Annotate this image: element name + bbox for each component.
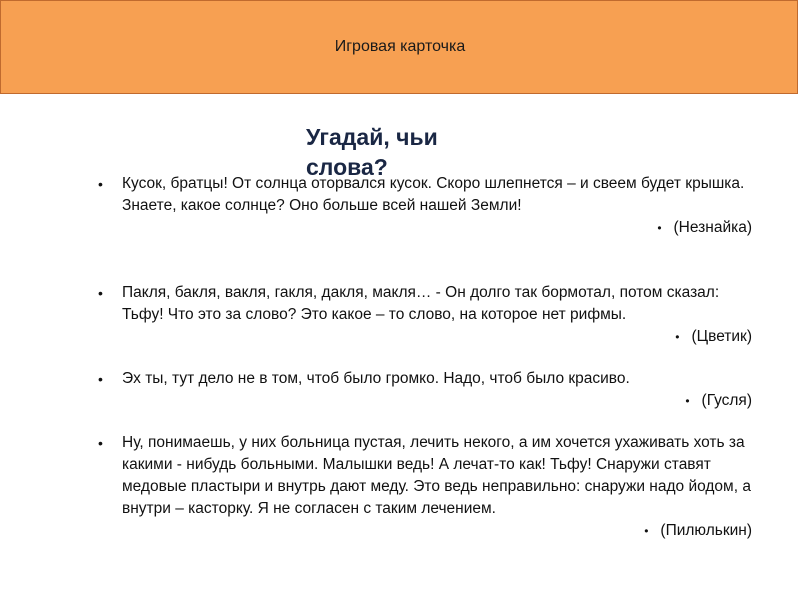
quote-text: Эх ты, тут дело не в том, чтоб было громко. Надо, чтоб было красиво. — [122, 370, 630, 387]
speaker-name: (Гусля) — [701, 392, 752, 409]
bullet-icon: • — [98, 285, 103, 301]
speaker-line — [92, 520, 760, 542]
speaker-line — [92, 326, 760, 348]
quote-item — [92, 173, 760, 239]
headline: Угадай, чьи слова? — [306, 124, 438, 180]
speaker-name: (Незнайка) — [673, 219, 752, 236]
speaker-line — [92, 217, 760, 239]
quote-item — [92, 432, 760, 542]
bullet-icon: • — [644, 524, 649, 538]
quote-item — [92, 282, 760, 348]
quote-text: Ну, понимаешь, у них больница пустая, лечить некого, а им хочется ухаживать хоть за какими - нибудь больными. Малышки ведь! А лечат-то как! Тьфу! Снаружи ставят медовые пластыри и внутрь дают меду. Это ведь неправильно: снаружи надо йодом, а внутри – касторку. Я не согласен с таким лечением. — [122, 434, 751, 517]
speaker-line — [92, 390, 760, 412]
quote-text: Пакля, бакля, вакля, гакля, дакля, макля… - Он долго так бормотал, потом сказал: Тьфу! Что это за слово? Это какое – то слово, на которое нет рифмы. — [122, 284, 720, 323]
quote-text: Кусок, братцы! От солнца оторвался кусок. Скоро шлепнется – и свеем будет крышка. Знаете, какое солнце? Оно больше всей нашей Земли! — [122, 175, 745, 214]
bullet-icon: • — [98, 435, 103, 451]
card-title: Игровая карточка — [334, 38, 466, 55]
bullet-icon: • — [98, 176, 103, 192]
bullet-icon: • — [675, 330, 680, 344]
speaker-name: (Цветик) — [691, 328, 752, 345]
quote-item — [92, 368, 760, 412]
header-banner — [0, 0, 798, 94]
bullet-icon: • — [685, 394, 690, 408]
speaker-name: (Пилюлькин) — [660, 522, 752, 539]
bullet-icon: • — [657, 221, 662, 235]
bullet-icon: • — [98, 371, 103, 387]
